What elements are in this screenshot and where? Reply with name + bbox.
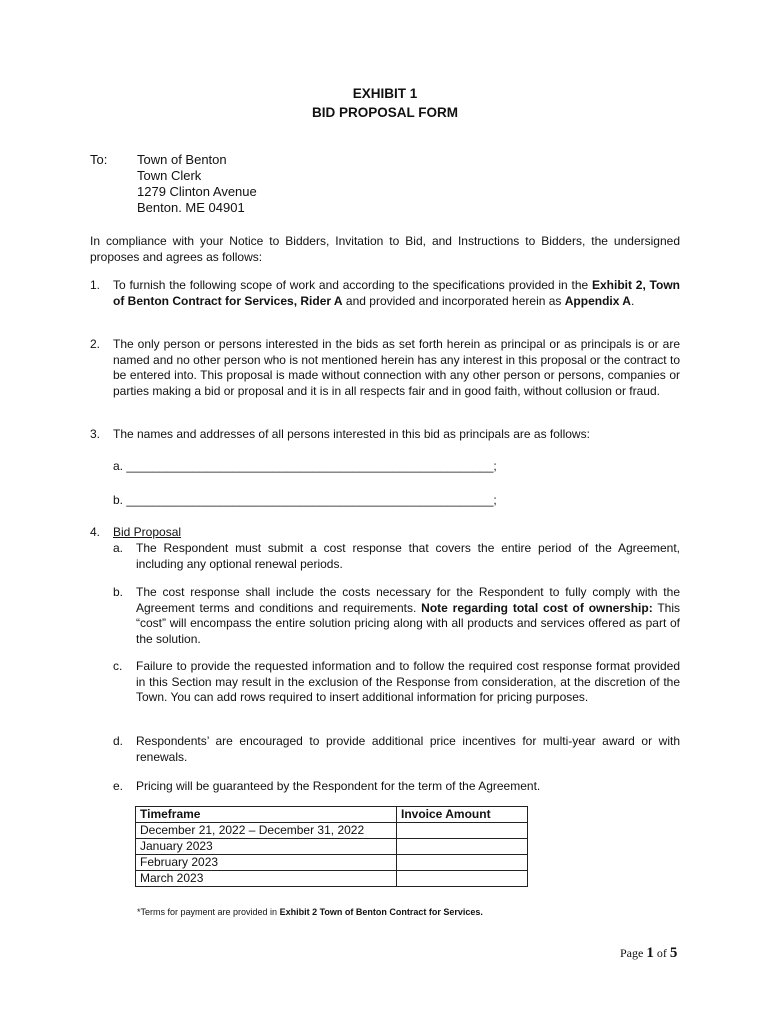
item-4b-text xyxy=(136,585,680,647)
table-row xyxy=(136,855,528,871)
timeframe-cell: March 2023 xyxy=(136,871,397,887)
address-line: Town of Benton xyxy=(137,152,227,167)
invoice-amount-cell[interactable] xyxy=(397,839,528,855)
sub-letter: d. xyxy=(113,734,124,748)
invoice-amount-cell[interactable] xyxy=(397,855,528,871)
item-4c-text: Failure to provide the requested information and to follow the required cost response format provided in this Section may result in the exclusion of the Response from consideration, at the discretion of the Town. You can add rows required to insert additional information for pricing purposes. xyxy=(136,659,680,704)
principal-b-field[interactable]: b. _______________________________________________________; xyxy=(113,493,497,507)
item-number: 2. xyxy=(90,337,101,351)
bid-proposal-heading: Bid Proposal xyxy=(113,525,182,539)
table-row xyxy=(136,871,528,887)
item-number: 4. xyxy=(90,525,101,539)
address-block xyxy=(137,152,257,216)
page-current: 1 xyxy=(646,945,654,961)
timeframe-cell: February 2023 xyxy=(136,855,397,871)
pricing-table xyxy=(135,806,528,887)
item-1-post: . xyxy=(630,293,635,308)
item-1-mid: and provided and incorporated herein as xyxy=(342,293,565,308)
sub-letter: e. xyxy=(113,779,124,793)
page-of: of xyxy=(656,946,667,960)
invoice-amount-cell[interactable] xyxy=(397,823,528,839)
address-line: Benton. ME 04901 xyxy=(137,200,245,215)
header-timeframe: Timeframe xyxy=(136,807,397,823)
footnote-text: *Terms for payment are provided in xyxy=(137,907,280,917)
item-number: 1. xyxy=(90,278,101,292)
sub-letter: b. xyxy=(113,585,124,599)
table-row xyxy=(136,823,528,839)
timeframe-cell: December 21, 2022 – December 31, 2022 xyxy=(136,823,397,839)
form-title: BID PROPOSAL FORM xyxy=(311,105,458,120)
address-line: Town Clerk xyxy=(137,168,202,183)
item-4d-text: Respondents’ are encouraged to provide additional price incentives for multi-year award or with renewals. xyxy=(136,734,680,764)
item-4b-post: This “cost” will encompass the entire solution pricing along with all products and services offered as part of the solution. xyxy=(136,600,680,646)
invoice-amount-cell[interactable] xyxy=(397,871,528,887)
item-4b-pre: The cost response shall include the costs necessary for the Respondent to fully comply with the Agreement terms and conditions and requirements. xyxy=(136,585,680,615)
address-label: To: xyxy=(90,152,108,167)
page-number xyxy=(620,945,677,962)
item-1-pre: To furnish the following scope of work and according to the specifications provided in the xyxy=(113,278,592,292)
page-word: Page xyxy=(620,946,644,960)
payment-footnote xyxy=(137,907,483,917)
item-3-text: The names and addresses of all persons interested in this bid as principals are as follows: xyxy=(113,427,590,441)
item-1-text xyxy=(113,278,680,309)
item-number: 3. xyxy=(90,427,101,441)
header-invoice-amount: Invoice Amount xyxy=(397,807,528,823)
table-row xyxy=(136,839,528,855)
exhibit-title: EXHIBIT 1 xyxy=(352,86,418,101)
footnote-bold-reference: Exhibit 2 Town of Benton Contract for Services. xyxy=(279,907,483,917)
item-4b-bold-note: Note regarding total cost of ownership: xyxy=(421,600,653,615)
intro-paragraph: In compliance with your Notice to Bidders, Invitation to Bid, and Instructions to Bidders, the undersigned proposes and agrees as follows: xyxy=(90,234,680,264)
page-total: 5 xyxy=(669,945,678,961)
item-4a-text: The Respondent must submit a cost response that covers the entire period of the Agreement, including any optional renewal periods. xyxy=(136,541,680,571)
address-line: 1279 Clinton Avenue xyxy=(137,184,257,199)
table-header-row xyxy=(136,807,528,823)
timeframe-cell: January 2023 xyxy=(136,839,397,855)
sub-letter: c. xyxy=(113,659,123,673)
item-1-bold-reference: Exhibit 2, Town of Benton Contract for Services, Rider A xyxy=(113,278,680,308)
item-1-bold-appendix: Appendix A xyxy=(564,293,631,308)
item-2-text: The only person or persons interested in the bids as set forth herein as principal or as principals is or are named and no other person who is not mentioned herein has any interest in this proposal or the contract to be entered into. This proposal is made without connection with any other person or persons, companies or parties making a bid or proposal and it is in all respects fair and in good faith, without collusion or fraud. xyxy=(113,337,680,398)
sub-letter: a. xyxy=(113,541,124,555)
principal-a-field[interactable]: a. _______________________________________________________; xyxy=(113,459,497,473)
item-4e-text: Pricing will be guaranteed by the Respondent for the term of the Agreement. xyxy=(136,779,541,793)
